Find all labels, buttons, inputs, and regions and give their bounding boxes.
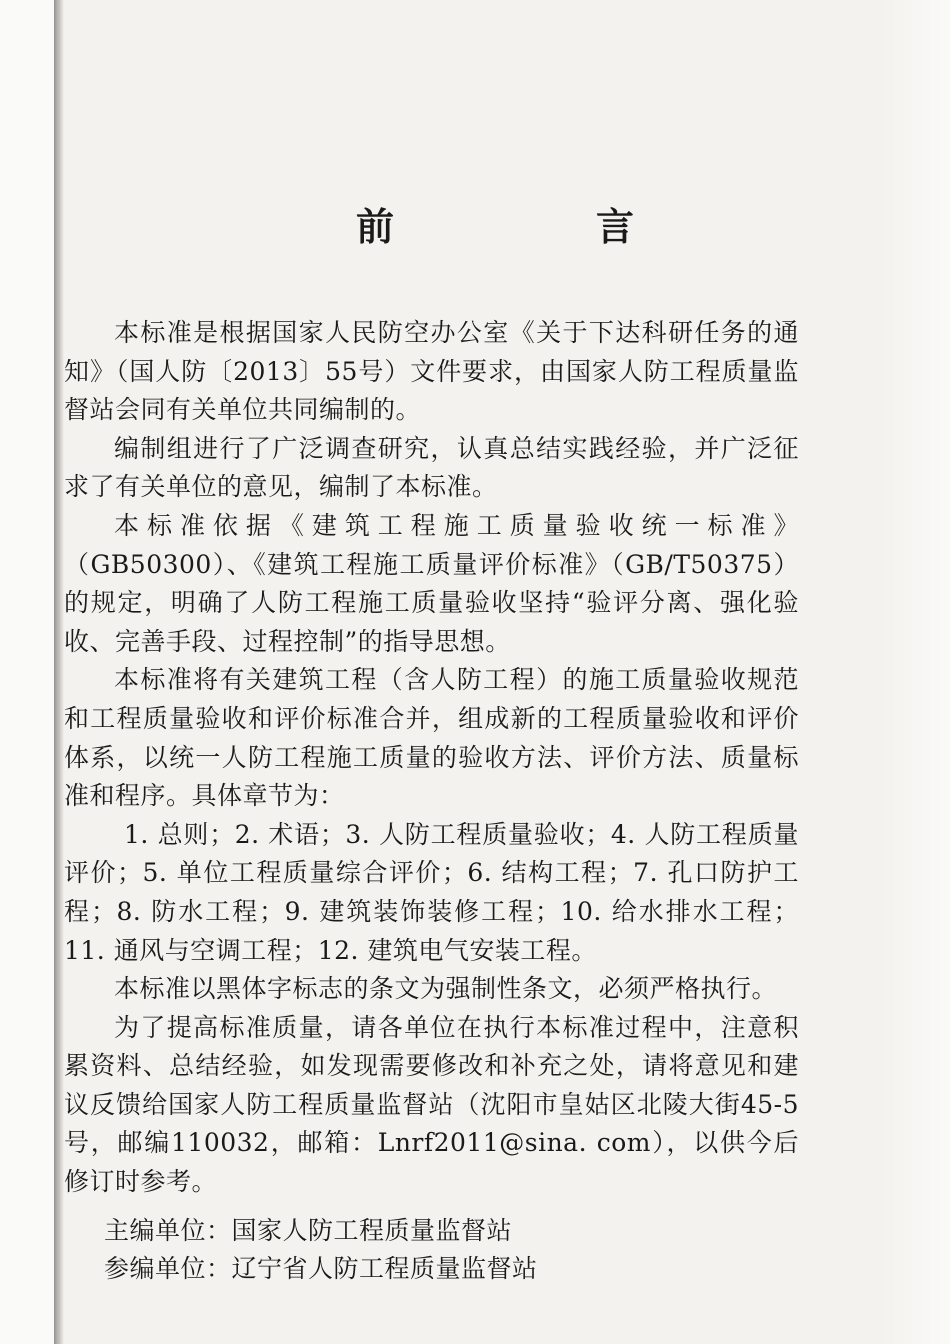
paragraph-feedback: 为了提高标准质量，请各单位在执行本标准过程中，注意积累资料、总结经验，如发现需要修改和补充之处，请将意见和建议反馈给国家人防工程质量监督站（沈阳市皇姑区北陵大街45-5号，邮编110032，邮箱：Lnrf2011@sina. com），以供今后修订时参考。 bbox=[64, 1012, 799, 1197]
document-page bbox=[64, 0, 864, 1344]
chief-editor-unit: 主编单位：国家人防工程质量监督站 bbox=[104, 1215, 513, 1245]
scan-binding-shadow bbox=[54, 0, 64, 1344]
paragraph-research: 编制组进行了广泛调查研究，认真总结实践经验，并广泛征求了有关单位的意见，编制了本标准。 bbox=[64, 433, 799, 502]
paragraph-mandatory: 本标准以黑体字标志的条文为强制性条文，必须严格执行。 bbox=[114, 974, 778, 1004]
page-title: 前 言 bbox=[356, 204, 717, 249]
paragraph-basis: 本标准是根据国家人民防空办公室《关于下达科研任务的通知》（国人防〔2013〕55号）文件要求，由国家人防工程质量监督站会同有关单位共同编制的。 bbox=[64, 318, 799, 425]
paragraph-merge: 本标准将有关建筑工程（含人防工程）的施工质量验收规范和工程质量验收和评价标准合并，组成新的工程质量验收和评价体系，以统一人防工程施工质量的验收方法、评价方法、质量标准和程序。具体章节为： bbox=[64, 665, 799, 811]
preface-body bbox=[64, 314, 799, 1289]
scan-left-margin bbox=[0, 0, 58, 1344]
scan-right-margin bbox=[880, 0, 950, 1344]
editor-units bbox=[64, 1212, 799, 1289]
paragraph-chapter-list: 1. 总则；2. 术语；3. 人防工程质量验收；4. 人防工程质量评价；5. 单位工程质量综合评价；6. 结构工程；7. 孔口防护工程；8. 防水工程；9. 建筑装饰装修工程；10. 给水排水工程；11. 通风与空调工程；12. 建筑电气安装工程。 bbox=[64, 819, 799, 965]
paragraph-standards-reference: 本标准依据《建筑工程施工质量验收统一标准》（GB50300）、《建筑工程施工质量评价标准》（GB/T50375）的规定，明确了人防工程施工质量验收坚持“验评分离、强化验收、完善手段、过程控制”的指导思想。 bbox=[64, 510, 799, 656]
participating-unit: 参编单位：辽宁省人防工程质量监督站 bbox=[104, 1254, 538, 1284]
